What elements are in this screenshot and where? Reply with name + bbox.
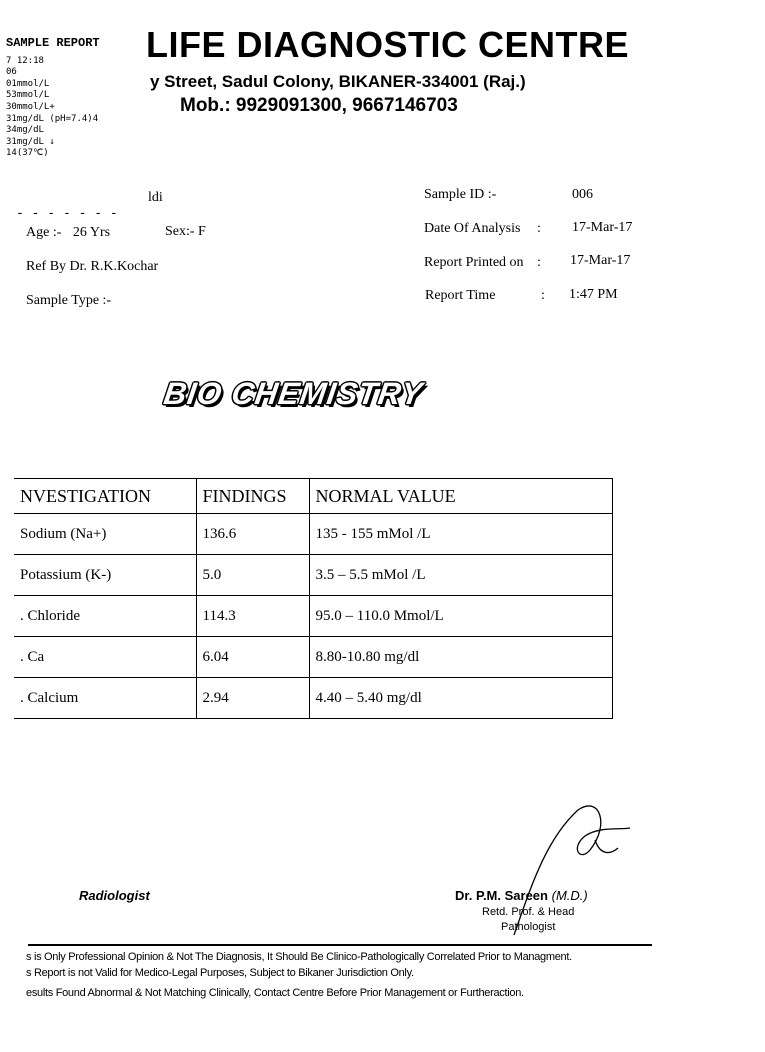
test-normal-range: 4.40 – 5.40 mg/dl [309, 678, 612, 719]
doctor-title: Retd. Prof. & Head [482, 906, 575, 918]
doctor-degree: (M.D.) [551, 888, 588, 903]
patient-age [26, 225, 110, 241]
test-finding: 5.0 [196, 555, 309, 596]
separator: : [541, 288, 545, 303]
test-finding: 6.04 [196, 637, 309, 678]
disclaimer-line-3: esults Found Abnormal & Not Matching Clinically, Contact Centre Before Prior Management or Furtheraction. [26, 987, 524, 999]
sample-id-label: Sample ID :- [424, 187, 497, 202]
patient-name: ldi [148, 190, 163, 205]
test-normal-range: 135 - 155 mMol /L [309, 514, 612, 555]
lab-mobile: Mob.: 9929091300, 9667146703 [180, 95, 458, 116]
radiologist-signature-label: Radiologist [79, 888, 150, 903]
slip-tear-line: - - - - - - - [16, 206, 118, 221]
table-row [14, 678, 612, 719]
slip-line: 53mmol/L [6, 90, 50, 101]
table-row [14, 637, 612, 678]
slip-line: 06 [6, 67, 17, 78]
test-finding: 2.94 [196, 678, 309, 719]
referring-doctor: Ref By Dr. R.K.Kochar [26, 259, 159, 274]
slip-line: 30mmol/L+ [6, 101, 55, 112]
slip-title: SAMPLE REPORT [6, 36, 100, 50]
separator: : [537, 221, 541, 236]
slip-line: 31mg/dL ↓ [6, 136, 55, 147]
results-table [14, 478, 613, 719]
disclaimer-line-2: s Report is not Valid for Medico-Legal Purposes, Subject to Bikaner Jurisdiction Only. [26, 967, 414, 979]
doctor-name [455, 888, 588, 903]
age-value: 26 Yrs [72, 225, 111, 240]
test-normal-range: 3.5 – 5.5 mMol /L [309, 555, 612, 596]
signature-scribble [500, 800, 640, 940]
report-time-value: 1:47 PM [569, 287, 618, 302]
section-heading: BIO CHEMISTRY [161, 376, 426, 411]
slip-line: 31mg/dL (pH=7.4)4 [6, 113, 99, 124]
slip-line: 34mg/dL [6, 125, 44, 136]
doctor-role: Pathologist [501, 921, 556, 933]
table-row [14, 555, 612, 596]
slip-line: 7 12:18 [6, 55, 44, 66]
report-time-label: Report Time [425, 288, 496, 303]
test-name: Potassium (K-) [14, 555, 196, 596]
age-label: Age :- [26, 225, 62, 240]
test-name: . Calcium [14, 678, 196, 719]
test-name: . Ca [14, 637, 196, 678]
disclaimer-line-1: s is Only Professional Opinion & Not The Diagnosis, It Should Be Clinico-Pathologically Correlated Prior to Managment. [26, 951, 572, 963]
printed-date-label: Report Printed on [424, 255, 524, 270]
lab-address: y Street, Sadul Colony, BIKANER-334001 (Raj.) [150, 72, 526, 91]
separator: : [537, 255, 541, 270]
analyzer-slip [6, 38, 126, 160]
column-header-normal-value: NORMAL VALUE [309, 479, 612, 514]
analysis-date-label: Date Of Analysis [424, 221, 521, 236]
sample-id-value: 006 [572, 187, 593, 202]
table-row [14, 514, 612, 555]
test-finding: 114.3 [196, 596, 309, 637]
table-header-row [14, 479, 612, 514]
lab-name: LIFE DIAGNOSTIC CENTRE [146, 24, 630, 65]
column-header-investigation: NVESTIGATION [14, 479, 196, 514]
patient-sex: Sex:- F [165, 224, 206, 239]
test-name: . Chloride [14, 596, 196, 637]
slip-line: 01mmol/L [6, 78, 50, 89]
footer-divider [28, 944, 652, 946]
test-normal-range: 95.0 – 110.0 Mmol/L [309, 596, 612, 637]
table-row [14, 596, 612, 637]
printed-date-value: 17-Mar-17 [570, 253, 631, 268]
sample-type: Sample Type :- [26, 293, 112, 308]
slip-line: 14(37℃) [6, 148, 49, 159]
test-normal-range: 8.80-10.80 mg/dl [309, 637, 612, 678]
analysis-date-value: 17-Mar-17 [572, 220, 633, 235]
column-header-findings: FINDINGS [196, 479, 309, 514]
doctor-name-text: Dr. P.M. Sareen [455, 888, 548, 903]
test-finding: 136.6 [196, 514, 309, 555]
test-name: Sodium (Na+) [14, 514, 196, 555]
